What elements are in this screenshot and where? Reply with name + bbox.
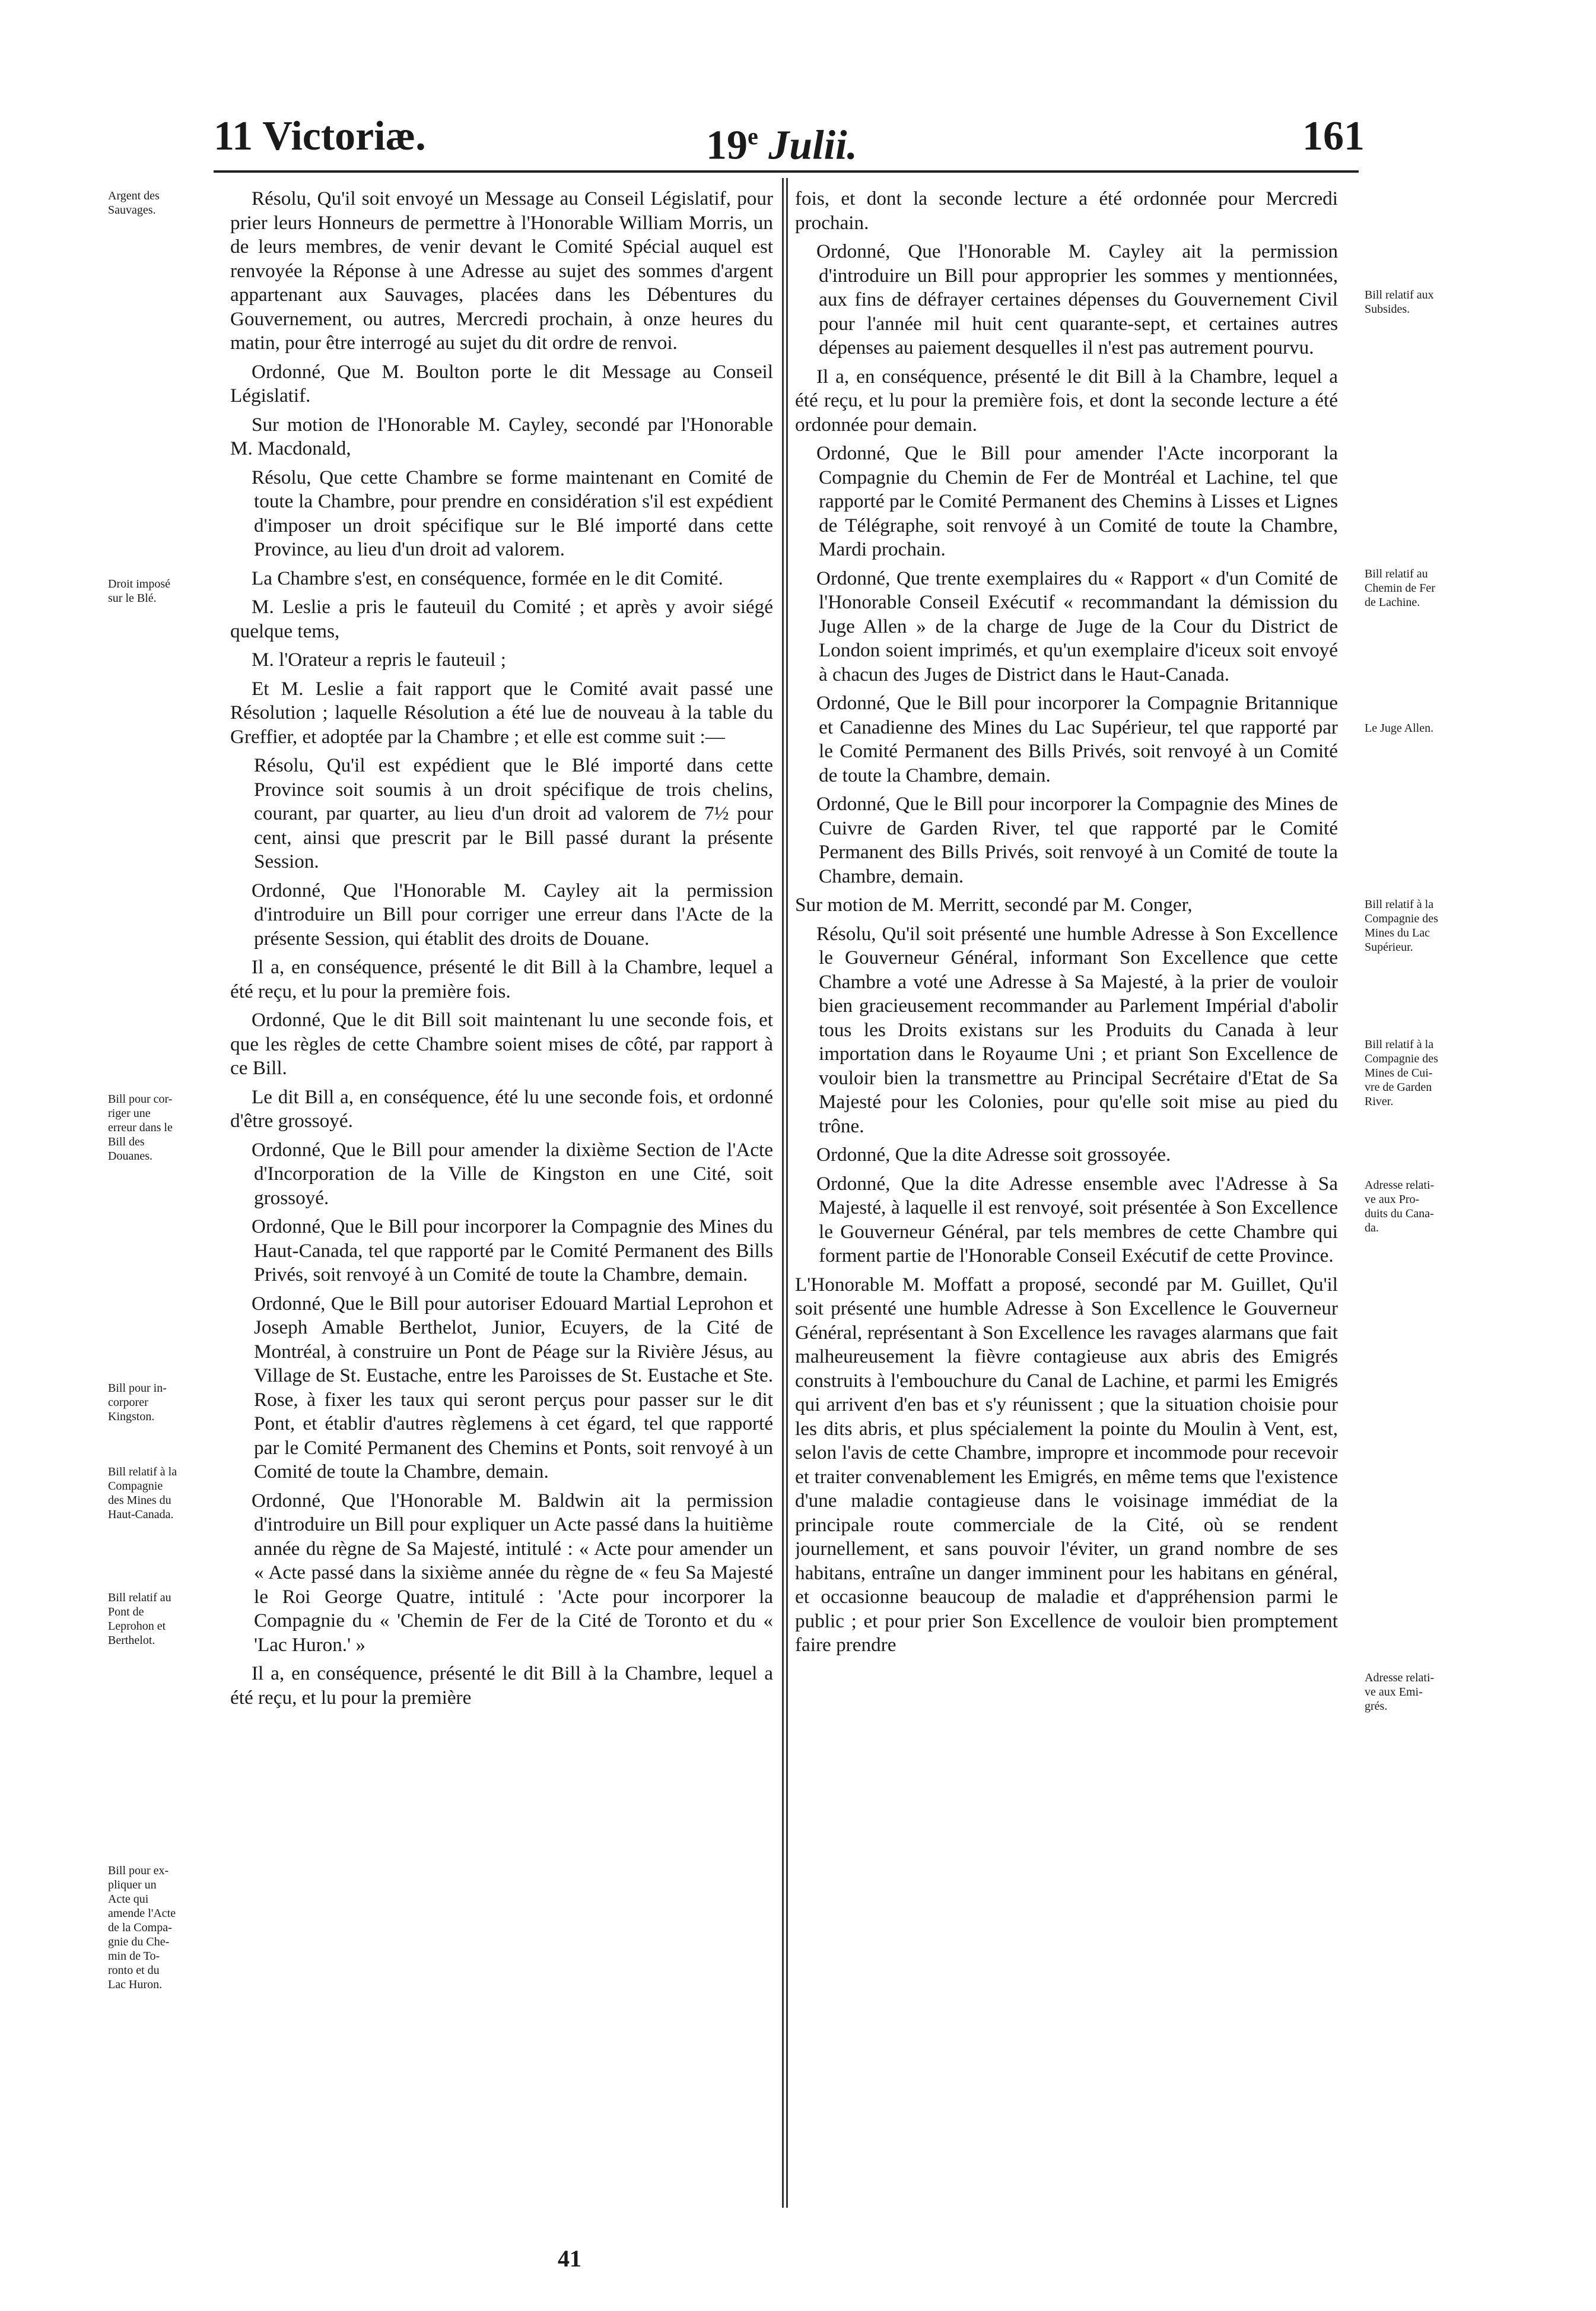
paragraph: Résolu, Qu'il soit présenté une humble Adresse à Son Excellence le Gouverneur Général, informant Son Excellence que cette Chambre a voté une Adresse à Sa Majesté, à la prier de vouloir bien gracieusement recommander au Parlement Impérial d'abolir tous les Droits existans sur les Produits du Canada à leur importation dans le Royaume Uni ; et priant Son Excellence de vouloir bien la transmettre au Principal Secrétaire d'Etat de Sa Majesté pour les Colonies, pour qu'elle soit mise au pied du trône. <box>816 922 1338 1137</box>
header-day: 19 <box>706 122 748 169</box>
header-rule <box>214 170 1359 173</box>
paragraph: Ordonné, Que le Bill pour incorporer la Compagnie des Mines de Cuivre de Garden River, tel que rapporté par le Comité Permanent des Bills Privés, soit renvoyé à un Comité de toute la Chambre, demain. <box>816 793 1338 887</box>
paragraph: Ordonné, Que la dite Adresse soit grossoyée. <box>816 1144 1171 1166</box>
paragraph: Ordonné, Que trente exemplaires du « Rapport « d'un Comité de l'Honorable Conseil Exécutif « recommandant la démission du Juge Allen » de la charge de Juge de la Cour du District de London soient imprimés, et qu'un exemplaire d'iceux soit envoyé à chacun des Juges de District dans le Haut-Canada. <box>816 567 1338 685</box>
paragraph: Ordonné, Que l'Honorable M. Cayley ait la permission d'introduire un Bill pour corriger une erreur dans l'Acte de la présente Session, qui établit des droits de Douane. <box>252 879 773 950</box>
paragraph: Résolu, Qu'il soit envoyé un Message au Conseil Législatif, pour prier leurs Honneurs de permettre à l'Honorable William Morris, un de leurs membres, de venir devant le Comité Spécial auquel est renvoyée la Réponse à une Adresse au sujet des sommes d'argent appartenant aux Sauvages, placées dans les Débentures du Gouvernement, ou autres, Mercredi prochain, à onze heures du matin, pour être interrogé au sujet du dit ordre de renvoi. <box>230 188 773 354</box>
margin-note: Le Juge Allen. <box>1365 722 1434 735</box>
column-divider <box>786 178 788 2208</box>
paragraph: Ordonné, Que M. Boulton porte le dit Message au Conseil Législatif. <box>230 360 773 407</box>
paragraph: Il a, en conséquence, présenté le dit Bill à la Chambre, lequel a été reçu, et lu pour la première fois. <box>230 956 773 1002</box>
paragraph: Ordonné, Que le Bill pour amender l'Acte incorporant la Compagnie du Chemin de Fer de Montréal et Lachine, tel que rapporté par le Comité Permanent des Chemins à Lisses et Lignes de Télégraphe, soit renvoyé à un Comité de toute la Chambre, Mardi prochain. <box>816 442 1338 560</box>
paragraph: Et M. Leslie a fait rapport que le Comité avait passé une Résolution ; laquelle Résolution a été lue de nouveau à la table du Greffier, et adoptée par la Chambre ; et elle est comme suit :— <box>230 677 773 748</box>
paragraph: Ordonné, Que le Bill pour autoriser Edouard Martial Leprohon et Joseph Amable Berthelot, Junior, Ecuyers, de la Cité de Montréal, à construire un Pont de Péage sur la Rivière Jésus, au Village de St. Eustache, entre les Paroisses de St. Eustache et Ste. Rose, à fixer les taux qui seront perçus pour passer sur le dit Pont, et établir d'autres règlemens à cet égard, tel que rapporté par le Comité Permanent des Chemins et Ponts, soit renvoyé à un Comité de toute la Chambre, demain. <box>252 1292 773 1483</box>
paragraph: M. l'Orateur a repris le fauteuil ; <box>252 649 506 671</box>
paragraph: Il a, en conséquence, présenté le dit Bill à la Chambre, lequel a été reçu, et lu pour la première <box>230 1662 773 1709</box>
paragraph: L'Honorable M. Moffatt a proposé, secondé par M. Guillet, Qu'il soit présenté une humble Adresse à Son Excellence le Gouverneur Général, représentant à Son Excellence les ravages alarmans que fait malheureusement la fièvre contagieuse aux abris des Emigrés construits à l'embouchure du Canal de Lachine, et parmi les Emigrés qui arrivent d'en bas et s'y réunissent ; que la situation choisie pour les dits abris, et plus spécialement la pointe du Moulin à Vent, est, selon l'avis de cette Chambre, impropre et incommode pour recevoir et traiter convenablement les Emigrés, en même tems que l'existence d'une maladie contagieuse dans le voisinage immédiat de la principale route commerciale de la Cité, où se rendent journellement, et sans pouvoir l'éviter, un grand nombre de ses habitans, entraîne un danger imminent pour les habitans en général, et occasionne beaucoup de maladie et d'appréhension parmi le public ; et pour prier Son Excellence de vouloir bien promptement faire prendre <box>795 1273 1338 1656</box>
left-column <box>230 187 773 2229</box>
paragraph: Ordonné, Que l'Honorable M. Cayley ait la permission d'introduire un Bill pour approprier les sommes y mentionnées, aux fins de défrayer certaines dépenses du Gouvernement Civil pour l'année mil huit cent quarante-sept, et certaines autres dépenses au paiement desquelles il n'est pas autrement pourvu. <box>816 240 1338 358</box>
margin-note: Bill relatif aux Subsides. <box>1365 288 1434 316</box>
signature-mark: 41 <box>558 2245 581 2272</box>
page-number: 161 <box>1302 113 1365 159</box>
margin-note: Bill relatif à la Compagnie des Mines du Lac Supérieur. <box>1365 898 1438 954</box>
paragraph: Ordonné, Que le dit Bill soit maintenant lu une seconde fois, et que les règles de cette Chambre soient mises de côté, par rapport à ce Bill. <box>230 1009 773 1079</box>
margin-note: Adresse relati- ve aux Emi- grés. <box>1365 1671 1435 1713</box>
paragraph: Ordonné, Que le Bill pour incorporer la Compagnie des Mines du Haut-Canada, tel que rapporté par le Comité Permanent des Bills Privés, soit renvoyé à un Comité de toute la Chambre, demain. <box>252 1215 773 1285</box>
margin-note: Bill pour in- corporer Kingston. <box>108 1382 167 1423</box>
paragraph: Résolu, Qu'il est expédient que le Blé importé dans cette Province soit soumis à un droit spécifique de trois chelins, courant, par quarter, au lieu d'un droit ad valorem de 7½ pour cent, ainsi que prescrit par le Bill passé durant la présente Session. <box>254 754 773 872</box>
margin-note: Bill pour cor- riger une erreur dans le Bill des Douanes. <box>108 1093 173 1163</box>
paragraph: La Chambre s'est, en conséquence, formée en le dit Comité. <box>252 567 723 589</box>
header-month: Julii. <box>768 122 858 169</box>
paragraph: Sur motion de l'Honorable M. Cayley, secondé par l'Honorable M. Macdonald, <box>230 413 773 459</box>
right-column <box>795 187 1338 2229</box>
paragraph: Résolu, Que cette Chambre se forme maintenant en Comité de toute la Chambre, pour prendre en considération s'il est expédient d'imposer un droit spécifique sur le Blé importé dans cette Province, au lieu d'un droit ad valorem. <box>252 466 773 560</box>
paragraph: Ordonné, Que le Bill pour incorporer la Compagnie Britannique et Canadienne des Mines du Lac Supérieur, tel que rapporté par le Comité Permanent des Bills Privés, soit renvoyé à un Comité de toute la Chambre, demain. <box>816 692 1338 786</box>
margin-note: Adresse relati- ve aux Pro- duits du Cana- da. <box>1365 1179 1435 1234</box>
column-divider <box>782 178 784 2208</box>
running-header <box>0 110 1596 169</box>
header-date <box>706 110 857 172</box>
paragraph: Le dit Bill a, en conséquence, été lu une seconde fois, et ordonné d'être grossoyé. <box>230 1085 773 1132</box>
paragraph: Sur motion de M. Merritt, secondé par M. Conger, <box>795 894 1193 916</box>
margin-note: Bill relatif à la Compagnie des Mines de Cui- vre de Garden River. <box>1365 1038 1438 1108</box>
margin-note: Argent des Sauvages. <box>108 189 160 217</box>
margin-note: Bill relatif au Pont de Leprohon et Berthelot. <box>108 1591 171 1647</box>
header-day-suffix: e <box>748 123 758 150</box>
margin-note: Bill pour ex- pliquer un Acte qui amende l'Acte de la Compa- gnie du Che- min de To- ronto et du Lac Huron. <box>108 1864 176 1991</box>
paragraph: Il a, en conséquence, présenté le dit Bill à la Chambre, lequel a été reçu, et lu pour la première fois, et dont la seconde lecture a été ordonnée pour demain. <box>795 365 1338 436</box>
paragraph: Ordonné, Que l'Honorable M. Baldwin ait la permission d'introduire un Bill pour expliquer un Acte passé dans la huitième année du règne de Sa Majesté, intitulé : « Acte pour amender un « Acte passé dans la sixième année du règne de « feu Sa Majesté le Roi George Quatre, intitulé : 'Acte pour incorporer la Compagnie du « 'Chemin de Fer de la Cité de Toronto et du « 'Lac Huron.' » <box>252 1489 773 1656</box>
margin-note: Droit imposé sur le Blé. <box>108 577 170 605</box>
margin-note: Bill relatif au Chemin de Fer de Lachine. <box>1365 567 1435 609</box>
paragraph: M. Leslie a pris le fauteuil du Comité ; et après y avoir siégé quelque tems, <box>230 596 773 642</box>
paragraph: Ordonné, Que le Bill pour amender la dixième Section de l'Acte d'Incorporation de la Ville de Kingston en une Cité, soit grossoyé. <box>252 1138 773 1209</box>
margin-note: Bill relatif à la Compagnie des Mines du Haut-Canada. <box>108 1465 177 1521</box>
header-regnal-year: 11 Victoriæ. <box>214 113 426 159</box>
paragraph: Ordonné, Que la dite Adresse ensemble avec l'Adresse à Sa Majesté, à laquelle il est renvoyé, soit présentée à Son Excellence le Gouverneur Général, par tels membres de cette Chambre qui forment partie de l'Honorable Conseil Exécutif de cette Province. <box>816 1172 1338 1266</box>
paragraph: fois, et dont la seconde lecture a été ordonnée pour Mercredi prochain. <box>795 188 1338 234</box>
